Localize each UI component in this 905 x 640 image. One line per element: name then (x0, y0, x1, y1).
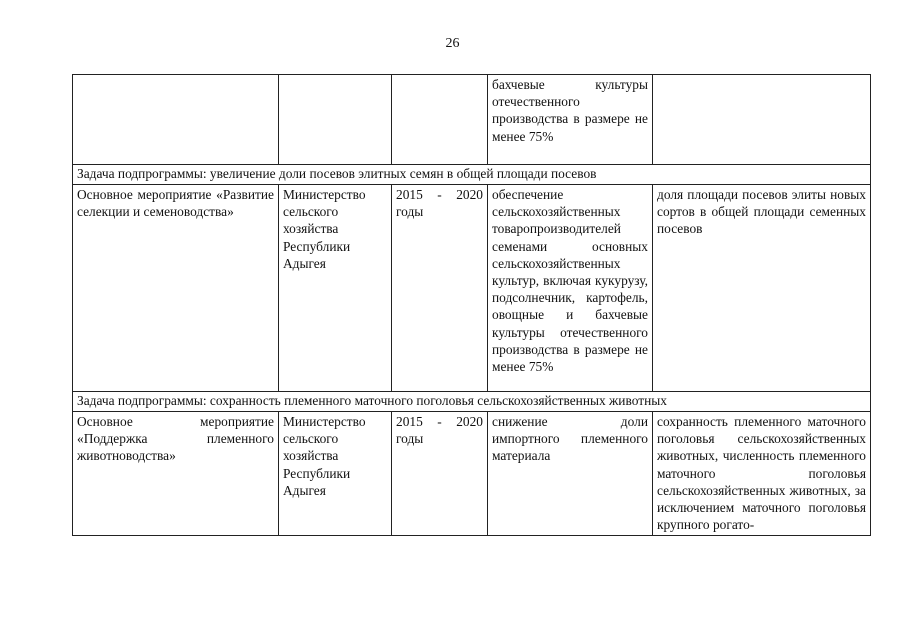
task-row (73, 165, 871, 185)
table-cell-period: 2015 - 2020 годы (392, 185, 488, 392)
task-row (73, 392, 871, 412)
table-cell-executor: Министерство сельского хозяйства Республики Адыгея (279, 412, 392, 536)
table-cell-risks: снижение доли импортного племенного материала (488, 412, 653, 536)
program-table (72, 74, 871, 536)
table-cell-empty (73, 75, 279, 165)
table-cell-empty (392, 75, 488, 165)
table-row-breeding (73, 412, 871, 536)
task-heading-breeding: Задача подпрограммы: сохранность племенного маточного поголовья сельскохозяйственных животных (73, 392, 871, 412)
table-cell-empty (279, 75, 392, 165)
table-cell-activity: Основное мероприятие «Поддержка племенного животноводства» (73, 412, 279, 536)
task-heading-seeds: Задача подпрограммы: увеличение доли посевов элитных семян в общей площади посевов (73, 165, 871, 185)
table-row-continuation (73, 75, 871, 165)
table-cell-executor: Министерство сельского хозяйства Республики Адыгея (279, 185, 392, 392)
table-cell-risks: обеспечение сельскохозяйственных товаропроизводителей семенами основных сельскохозяйственных культур, включая кукурузу, подсолнечник, картофель, овощные и бахчевые культуры отечественного производства в размере не менее 75% (488, 185, 653, 392)
table-cell-period: 2015 - 2020 годы (392, 412, 488, 536)
table-cell-activity: Основное мероприятие «Развитие селекции и семеноводства» (73, 185, 279, 392)
table-cell-indicator: доля площади посевов элиты новых сортов в общей площади семенных посевов (653, 185, 871, 392)
table-row-seeds (73, 185, 871, 392)
table-cell-indicator: сохранность племенного маточного поголовья сельскохозяйственных животных, численность племенного маточного поголовья сельскохозяйственных животных, за исключением маточного поголовья крупного рогато- (653, 412, 871, 536)
table-cell-empty (653, 75, 871, 165)
page-number: 26 (445, 36, 460, 51)
table-cell-risks: бахчевые культуры отечественного производства в размере не менее 75% (488, 75, 653, 165)
